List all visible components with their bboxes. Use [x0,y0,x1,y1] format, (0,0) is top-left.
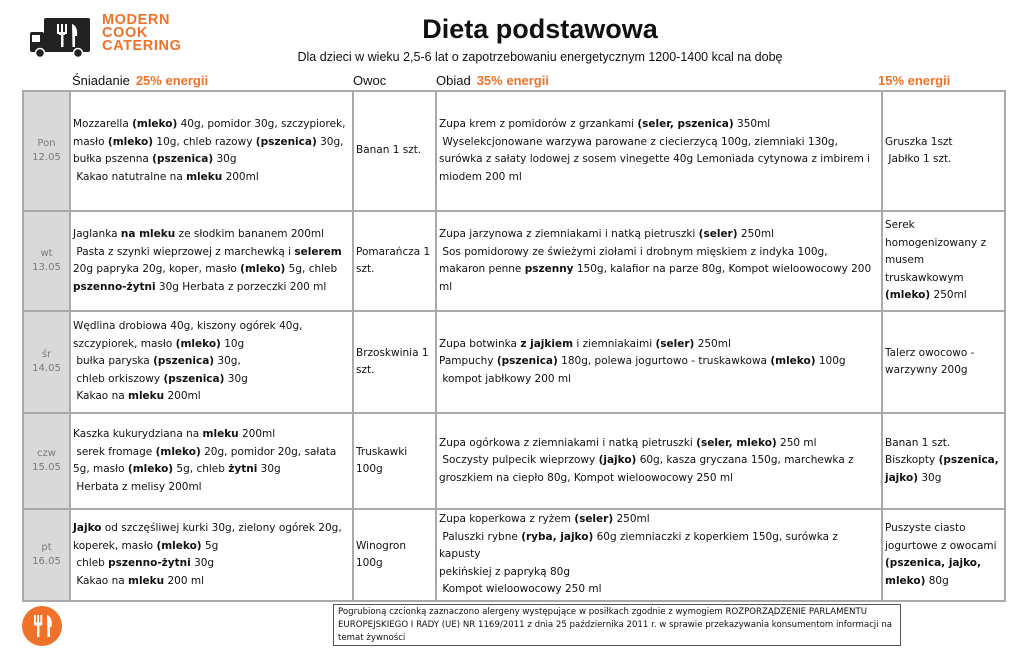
menu-text: 30g [257,463,281,475]
menu-text: Kakao na [73,390,128,403]
allergen-text: (seler) [698,228,738,240]
breakfast-cell [70,311,353,413]
cell-line [356,345,433,363]
allergen-text: (pszenica, jajko, [885,557,982,569]
menu-text: Biszkopty [885,454,939,467]
allergen-text: mleku [202,428,239,440]
menu-text: Talerz owocowo - [885,346,975,359]
allergen-text: selerem [294,245,342,258]
cell-line [356,142,433,160]
menu-text: chleb [73,557,109,569]
header-breakfast-label: Śniadanie [72,73,130,88]
fruit-cell [353,211,436,311]
cell-line [885,252,1002,270]
menu-text: masło [73,135,108,148]
cell-line [885,538,1002,556]
menu-text: Kakao natutralne na [73,170,187,183]
cell-line [439,511,879,529]
logo-line-1: MODERN [102,12,171,28]
menu-text: Pasta z szynki wieprzowej z marchewką i [73,245,295,258]
snack-cell [882,413,1005,509]
snack-cell [882,91,1005,211]
menu-text: Zupa botwinka [439,337,521,350]
menu-text: 30g [190,557,215,569]
cell-line [885,151,1002,169]
menu-text: groszkiem na ciepło 80g, Kompot wieloowocowy 250 ml [439,471,734,484]
menu-text: 250ml [613,513,650,526]
cell-line [73,134,350,152]
header-lunch-pct: 35% energii [476,73,549,88]
menu-text: Winogron [356,539,406,552]
menu-text: warzywny 200g [885,364,968,376]
cell-line [73,520,350,538]
cell-line [439,151,879,169]
menu-text: 100g [356,557,383,569]
menu-text: musem [885,254,925,267]
allergen-text: (mleko) [132,118,178,130]
cell-line [885,270,1002,288]
allergen-text: (mleko) [240,263,286,275]
lunch-cell [436,91,882,211]
cell-line [73,279,350,297]
day-cell [23,311,70,413]
cutlery-badge-icon [22,606,62,646]
header-snack [878,73,950,88]
header-fruit [353,73,386,88]
menu-text: 250 ml [776,436,817,449]
cell-line [439,226,879,244]
snack-cell [882,509,1005,601]
allergen-text: (mleko) [885,289,931,302]
menu-text: Soczysty pulpecik wieprzowy [439,454,599,467]
cell-line [73,555,350,573]
menu-text: Kakao na [73,574,128,587]
menu-text: 200ml [164,390,201,403]
menu-text: kompot jabłkowy 200 ml [439,372,572,385]
cell-line [885,345,1002,363]
day-name: pt [41,542,52,553]
menu-text: Mozzarella [73,118,133,130]
menu-text: ze słodkim bananem 200ml [175,228,325,240]
menu-text: 30g [224,372,248,385]
cell-line [885,217,1002,235]
header-breakfast-pct: 25% energii [135,73,209,88]
menu-text: 5g, chleb [173,463,229,475]
logo-line-3: CATERING [102,38,182,54]
menu-text: bułka pszenna [73,153,153,165]
cell-line [73,371,350,389]
menu-row [23,311,1005,413]
cell-line [439,279,879,297]
menu-text: jogurtowe z owocami [885,539,997,552]
menu-text: Paluszki rybne [439,530,522,543]
allergen-text: (mleko) [127,463,174,475]
fruit-cell [353,413,436,509]
menu-text: makaron penne [439,263,525,275]
breakfast-cell [70,211,353,311]
cell-line [885,435,1002,453]
menu-text: Zupa ogórkowa z ziemniakami i natką pietruszki [439,436,697,449]
cell-line [439,470,879,488]
menu-text: 5g [201,539,219,552]
allergen-text: na mleku [120,228,176,240]
cell-line [885,287,1002,305]
menu-text: Herbata z melisy 200ml [73,480,202,493]
menu-row [23,211,1005,311]
menu-text: 250ml [737,228,775,240]
menu-text: szt. [356,364,375,376]
allergen-text: (seler) [574,513,614,526]
menu-text: 80g [925,574,949,587]
breakfast-cell [70,509,353,601]
menu-text: 30g [213,153,237,165]
cell-line [439,134,879,152]
menu-text: 30g, [214,355,241,368]
menu-text: 200 ml [164,574,204,587]
day-name: czw [37,448,56,459]
menu-text: Gruszka 1szt [885,135,953,148]
menu-text: 30g [918,471,942,484]
allergen-text: (seler, mleko) [696,436,777,449]
menu-text: 10g, chleb razowy [153,135,256,148]
menu-text: 60g, kasza gryczana 150g, marchewka z [636,454,854,467]
menu-text: Wędlina drobiowa 40g, kiszony ogórek 40g, [73,320,303,333]
cell-line [356,444,433,462]
cell-line [356,362,433,380]
cell-line [73,538,350,556]
menu-text: 5g, chleb [285,263,338,275]
menu-text: 5g, masło [73,463,128,475]
cell-line [439,261,879,279]
menu-text: 250ml [930,289,967,302]
menu-text: miodem 200 ml [439,170,522,183]
cell-line [356,261,433,279]
allergen-text: (seler, pszenica) [637,118,734,130]
menu-text: szczypiorek, masło [73,337,176,350]
menu-text: Pomarańcza 1 [356,245,431,258]
menu-text: Banan 1 szt. [356,144,422,157]
menu-text: 10g [220,337,245,350]
food-truck-icon [30,16,92,58]
header-fruit-label: Owoc [353,73,387,88]
day-cell [23,413,70,509]
menu-text: Zupa koperkowa z ryżem [439,513,575,526]
cell-line [73,244,350,262]
snack-cell [882,311,1005,413]
cell-line [885,235,1002,253]
cell-line [73,573,350,591]
cell-line [439,336,879,354]
menu-text: 100g [356,463,383,475]
allergen-text: pszenno-żytni [73,280,156,293]
day-date: 12.05 [32,152,61,163]
menu-text: szt. [356,263,375,275]
menu-text: 200ml [222,170,259,183]
cell-line [885,362,1002,380]
menu-text: 200ml [238,428,276,440]
cell-line [73,353,350,371]
cell-line [73,426,350,444]
menu-text: 20g, pomidor 20g, sałata [200,445,337,458]
allergen-text: jajko) [885,471,918,484]
menu-text: 30g, [316,135,344,148]
menu-text: Zupa jarzynowa z ziemniakami i natką pietruszki [439,228,699,240]
menu-text: Kompot wieloowocowy 250 ml [439,583,602,596]
logo-wordmark [102,14,232,53]
menu-row [23,413,1005,509]
menu-text: serek fromage [73,445,156,458]
day-name: wt [40,248,53,259]
allergen-text: mleko) [885,574,926,587]
day-date: 13.05 [32,262,61,273]
cell-line [885,452,1002,470]
breakfast-cell [70,413,353,509]
allergen-text: (mleko) [156,539,202,552]
day-name: Pon [37,138,56,149]
lunch-cell [436,211,882,311]
menu-text: Truskawki [356,445,408,458]
menu-text: Pampuchy [439,355,497,368]
allergen-text: mleku [128,574,165,587]
cell-line [356,244,433,262]
cell-line [73,151,350,169]
lunch-cell [436,509,882,601]
header-snack-pct: 15% energii [878,73,951,88]
cell-line [73,116,350,134]
menu-text: Sos pomidorowy ze świeżymi ziołami i drobnym mięskiem z indyka 100g, [439,245,828,258]
menu-text: Jabłko 1 szt. [885,153,952,165]
menu-text: Puszyste ciasto [885,522,966,534]
lunch-cell [436,311,882,413]
allergen-text: pszenno-żytni [108,557,191,569]
cell-line [356,555,433,573]
breakfast-cell [70,91,353,211]
menu-text: Zupa krem z pomidorów z grzankami [439,118,638,130]
cell-line [439,353,879,371]
allergen-text: (mleko) [155,445,201,458]
allergen-text: (mleko) [770,355,816,368]
cell-line [439,169,879,187]
menu-row [23,509,1005,601]
menu-text: pekińskiej z papryką 80g [439,565,570,578]
allergen-text: (pszenica) [163,372,225,385]
allergen-text: (jajko) [598,454,637,467]
menu-text: chleb orkiszowy [73,372,164,385]
cell-line [439,435,879,453]
allergen-note: Pogrubioną czcionką zaznaczono alergeny występujące w posiłkach zgodnie z wymogiem ROZPORZĄDZENIE PARLAMENTU EUROPEJSKIEGO I RADY (UE) NR 1169/2011 z dnia 25 października 2011 r. w sprawie przekazywania konsumentom informacji na temat żywności [333,604,901,646]
allergen-text: (seler) [655,337,695,350]
allergen-text: żytni [228,463,258,475]
allergen-text: z jajkiem [520,337,574,350]
cell-line [439,116,879,134]
menu-text: truskawkowym [885,271,964,284]
cell-line [439,244,879,262]
cell-line [885,134,1002,152]
menu-text: od szczęśliwej kurki 30g, zielony ogórek 20g, [101,522,342,534]
cell-line [73,261,350,279]
menu-table [22,90,1006,602]
allergen-text: (mleko) [107,135,154,148]
allergen-text: (pszenica) [255,135,317,148]
cell-line [73,479,350,497]
cell-line [73,226,350,244]
menu-text: 100g [815,355,846,368]
cell-line [73,461,350,479]
cell-line [439,564,879,582]
page-subtitle: Dla dzieci w wieku 2,5-6 lat o zapotrzebowaniu energetycznym 1200-1400 kcal na dobę [297,50,783,64]
menu-text: koperek, masło [73,539,157,552]
cell-line [885,470,1002,488]
menu-text: Jaglanka [73,228,121,240]
menu-text: Brzoskwinia 1 [356,346,429,359]
day-cell [23,509,70,601]
menu-text: Serek [885,219,915,232]
menu-text: bułka paryska [73,355,154,368]
menu-text: surówka z sałaty lodowej z sosem vinegette 40g Lemoniada cytynowa z imbirem i [439,153,871,165]
cell-line [439,581,879,599]
day-date: 15.05 [32,462,61,473]
allergen-text: (ryba, jajko) [521,530,594,543]
cell-line [73,169,350,187]
fruit-cell [353,311,436,413]
lunch-cell [436,413,882,509]
snack-cell [882,211,1005,311]
day-cell [23,91,70,211]
cell-line [356,461,433,479]
menu-text: 20g papryka 20g, koper, masło [73,263,241,275]
menu-text: 250ml [694,337,731,350]
page-title: Dieta podstawowa [422,14,658,44]
menu-text: 30g Herbata z porzeczki 200 ml [155,280,327,293]
allergen-text: (mleko) [175,337,221,350]
menu-text: ml [439,280,453,293]
header-lunch-label: Obiad [436,73,471,88]
day-date: 16.05 [32,556,61,567]
cell-line [885,573,1002,591]
logo [30,14,230,60]
menu-text: i ziemniakaimi [573,337,656,350]
menu-text: 180g, polewa jogurtowo - truskawkowa [557,355,771,368]
cell-line [356,538,433,556]
header-lunch [436,73,549,88]
day-name: śr [41,349,52,360]
allergen-text: (pszenica) [153,355,215,368]
fruit-cell [353,91,436,211]
allergen-text: (pszenica) [496,355,558,368]
logo-line-2: COOK [102,25,148,41]
menu-text: 350ml [733,118,771,130]
allergen-text: pszenny [524,263,574,275]
cell-line [885,555,1002,573]
menu-text: Banan 1 szt. [885,436,951,449]
fruit-cell [353,509,436,601]
cell-line [73,444,350,462]
menu-text: homogenizowany z [885,236,987,249]
day-cell [23,211,70,311]
header-breakfast [72,73,208,88]
menu-row [23,91,1005,211]
allergen-text: (pszenica) [152,153,214,165]
menu-text: 40g, pomidor 30g, szczypiorek, [177,118,346,130]
cell-line [439,529,879,564]
menu-text: 150g, kalafior na parze 80g, Kompot wieloowocowy 200 [573,263,872,275]
menu-text: Kaszka kukurydziana na [73,428,203,440]
cell-line [73,318,350,336]
cell-line [439,371,879,389]
cell-line [73,388,350,406]
allergen-text: mleku [186,170,223,183]
menu-text: Wyselekcjonowane warzywa parowane z ciecierzycą 100g, ziemniaki 130g, [439,135,838,148]
cell-line [73,336,350,354]
menu-text: 60g ziemniaczki z koperkiem 150g, surówka z kapusty [439,530,842,561]
allergen-text: mleku [128,390,165,403]
allergen-text: Jajko [73,522,102,534]
cell-line [885,520,1002,538]
allergen-text: (pszenica, [938,454,999,467]
cell-line [439,452,879,470]
day-date: 14.05 [32,363,61,374]
